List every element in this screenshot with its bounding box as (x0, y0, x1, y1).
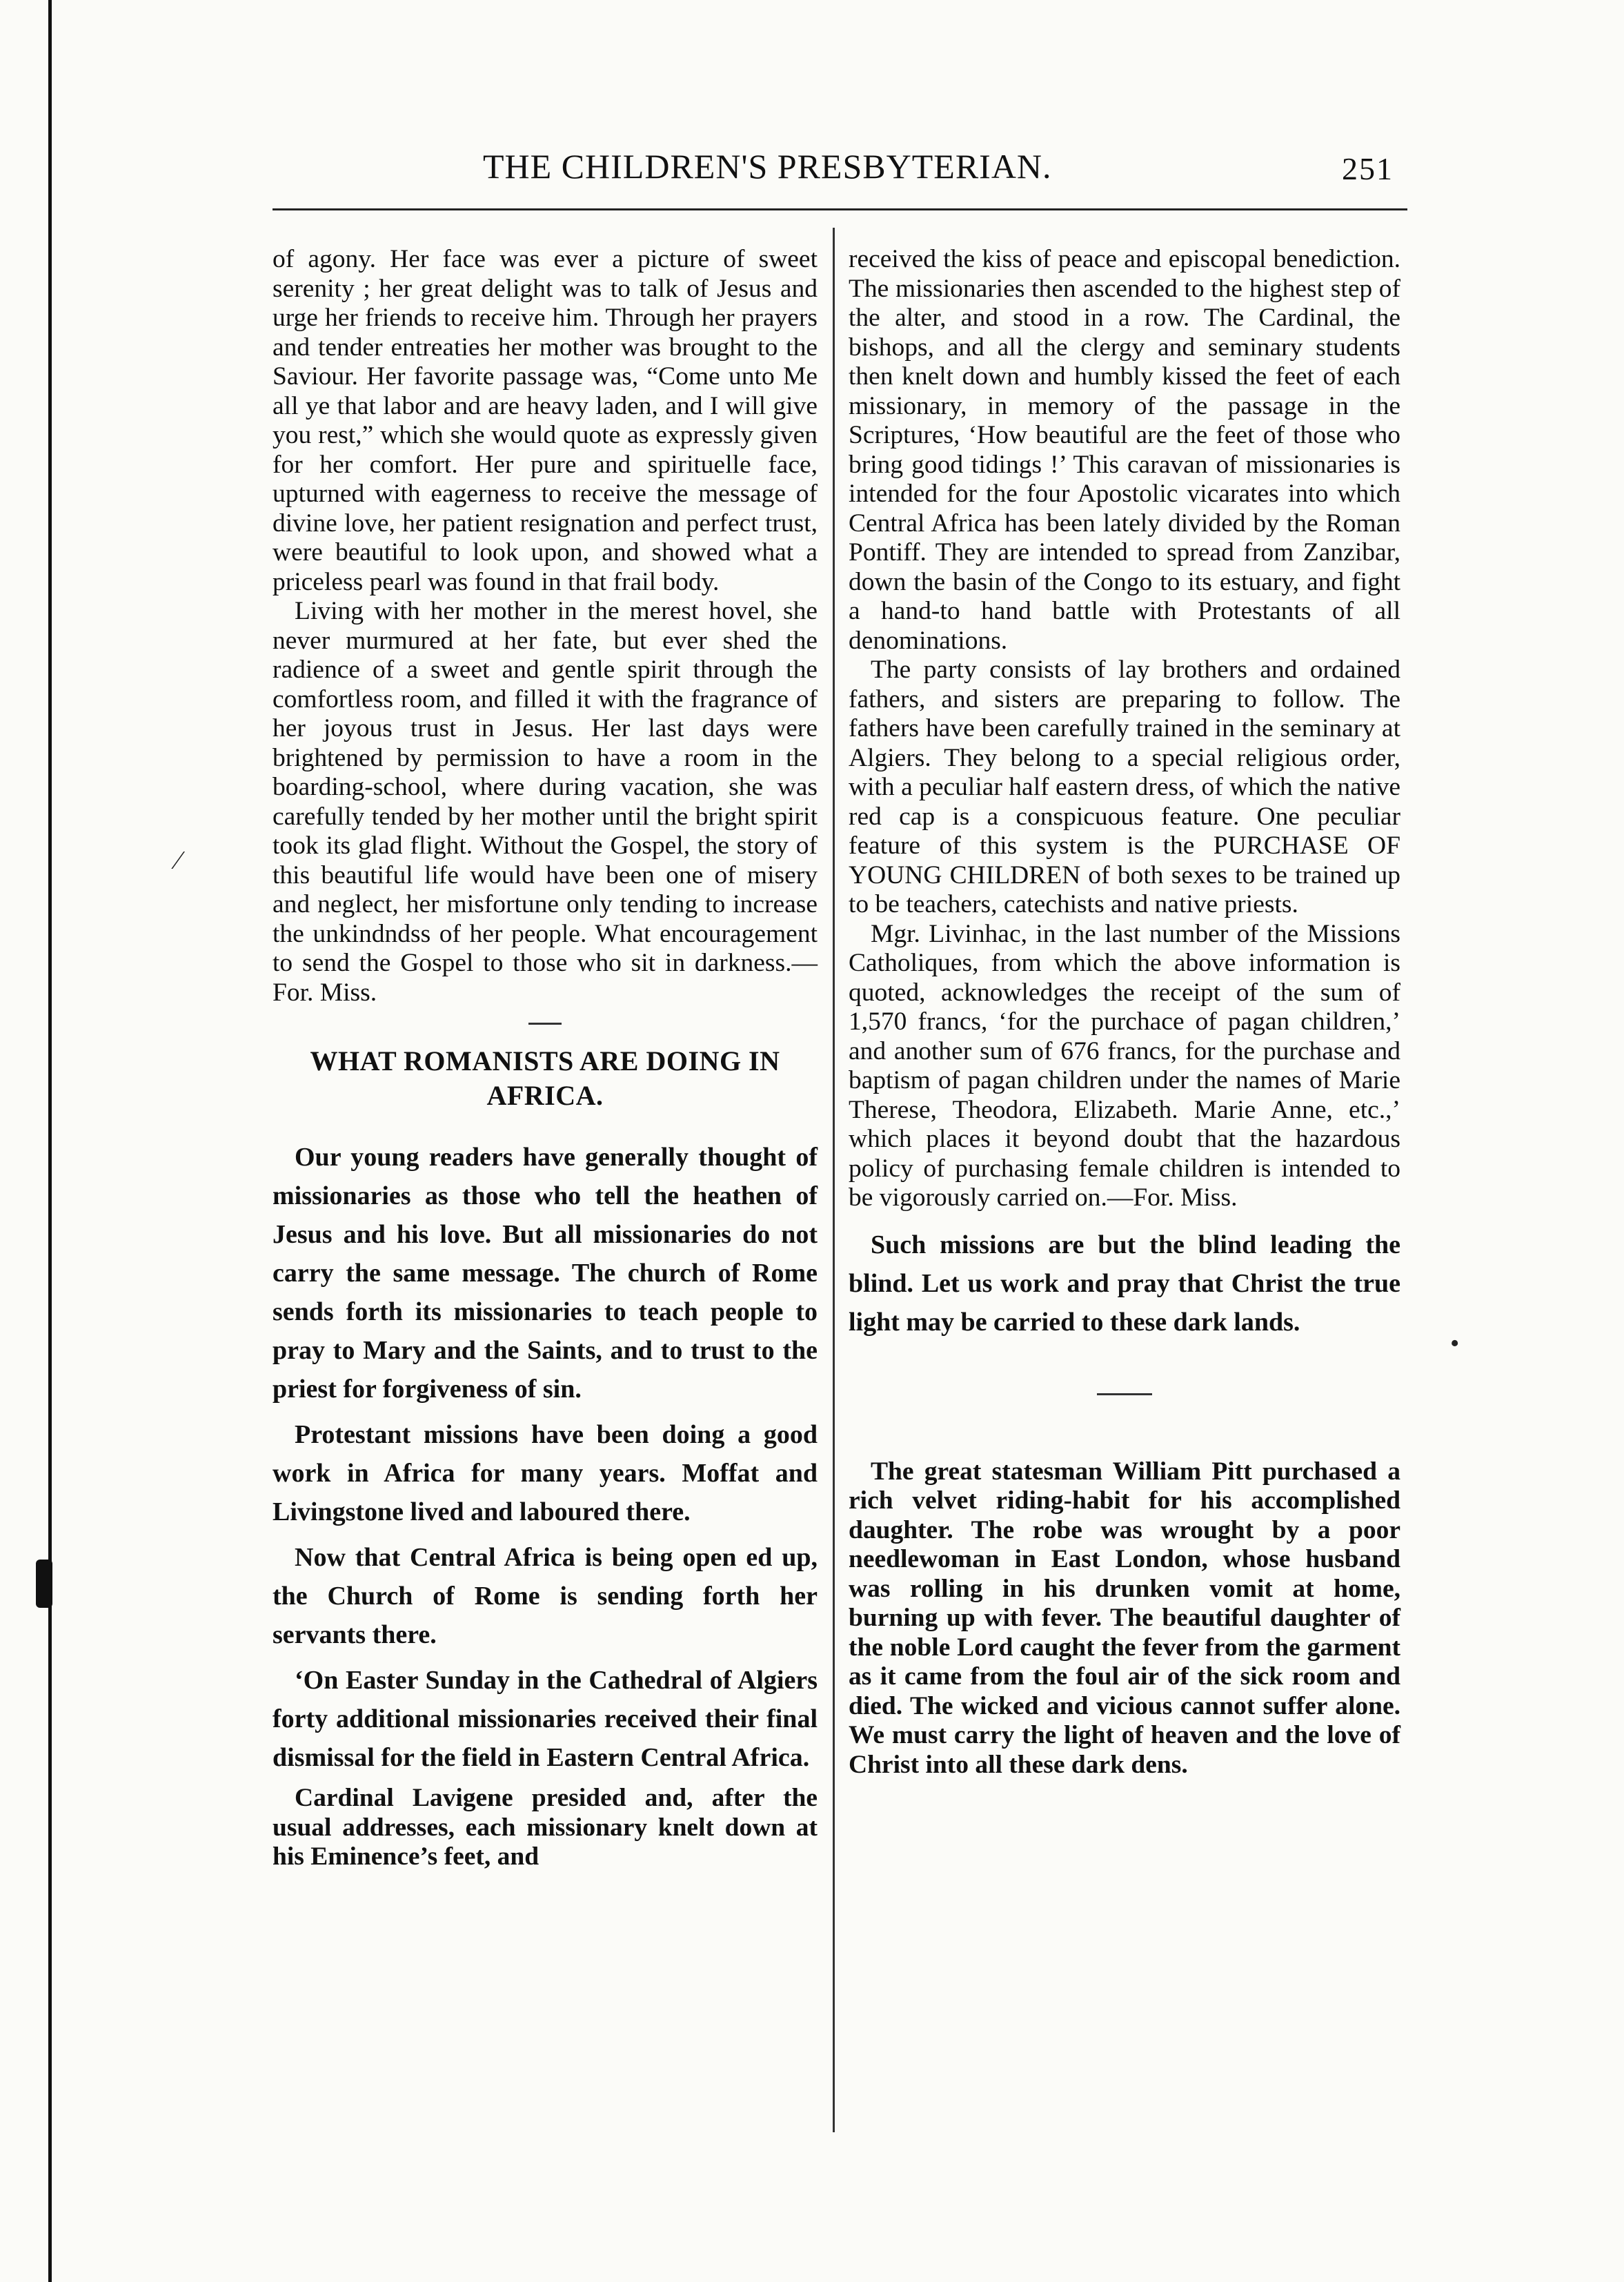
section-rule (528, 1023, 562, 1025)
paragraph: The great statesman William Pitt purchased a rich velvet riding-habit for his accomplished daughter. The robe was wrought by a poor needlewoman in East London, whose husband was rolling in his drunken vomit at home, burning up with fever. The beautiful daughter of the noble Lord caught the fever from the garment as it came from the foul air of the sick room and died. The wicked and vicious cannot suffer alone. We must carry the light of heaven and the love of Christ into all these dark dens. (849, 1457, 1400, 1779)
paragraph: received the kiss of peace and episcopal benediction. The missionaries then ascended to the highest step of the alter, and stood in a row. The Cardinal, the bishops, and all the clergy and seminary students then knelt down and humbly kissed the feet of each missionary, in memory of the passage in the Scriptures, ‘How beautiful are the feet of those who bring good tidings !’ This caravan of missionaries is intended for the four Apostolic vicarates into which Central Africa has been lately divided by the Roman Pontiff. They are intended to spread from Zanzibar, down the basin of the Congo to its estuary, and fight a hand-to hand battle with Protestants of all denominations. (849, 245, 1400, 655)
closing-remark (849, 1226, 1400, 1341)
article-intro (273, 1138, 818, 1777)
paragraph: Living with her mother in the merest hovel, she never murmured at her fate, but ever shed the radience of a sweet and gentle spirit through the comfortless room, and filled it with the fragrance of her joyous trust in Jesus. Her last days were brightened by permission to have a room in the boarding-school, where during vacation, she was carefully tended by her mother until the bright spirit took its glad flight. Without the Gospel, the story of this beautiful life would have been one of misery and neglect, her misfortune only tending to increase the unkindndss of her people. What encouragement to send the Gospel to those who sit in darkness.—For. Miss. (273, 597, 818, 1007)
running-title: THE CHILDREN'S PRESBYTERIAN. (483, 147, 1052, 186)
stray-dot-mark: • (1450, 1329, 1460, 1358)
binding-mark (36, 1560, 52, 1608)
paragraph: The party consists of lay brothers and ordained fathers, and sisters are preparing to follow. The fathers have been carefully trained in the seminary at Algiers. They belong to a special religious order, with a peculiar half eastern dress, of which the native red cap is a conspicuous feature. One peculiar feature of this system is the PURCHASE OF YOUNG CHILDREN of both sexes to be trained up to be teachers, catechists and native priests. (849, 656, 1400, 918)
section-rule (1097, 1393, 1152, 1395)
page-header (483, 146, 1394, 195)
paragraph: Now that Central Africa is being open ed up, the Church of Rome is sending forth her servants there. (273, 1543, 818, 1649)
paragraph: ‘On Easter Sunday in the Cathedral of Algiers forty additional missionaries received their final dismissal for the field in Eastern Central Africa. (273, 1666, 818, 1772)
right-column (849, 245, 1400, 1780)
page-number: 251 (1342, 151, 1394, 186)
article-heading: WHAT ROMANISTS ARE DOING IN AFRICA. (310, 1045, 780, 1111)
paragraph: of agony. Her face was ever a picture of sweet serenity ; her great delight was to talk of Jesus and urge her friends to receive him. Through her prayers and tender entreaties her mother was brought to the Saviour. Her favorite passage was, “Come unto Me all ye that labor and are heavy laden, and I will give you rest,” which she would quote as expressly given for her comfort. Her pure and spirituelle face, upturned with eagerness to receive the message of divine love, her patient resignation and perfect trust, were beautiful to look upon, and showed what a priceless pearl was found in that frail body. (273, 245, 818, 596)
paragraph: Protestant missions have been doing a good work in Africa for many years. Moffat and Livingstone lived and laboured there. (273, 1420, 818, 1526)
paragraph: Cardinal Lavigene presided and, after the usual addresses, each missionary knelt down at his Eminence’s feet, and (273, 1784, 818, 1871)
paragraph: Our young readers have generally thought of missionaries as those who tell the heathen of Jesus and his love. But all missionaries do not carry the same message. The church of Rome sends forth its missionaries to teach people to pray to Mary and the Saints, and to trust to the priest for forgiveness of sin. (273, 1143, 818, 1404)
left-column (273, 245, 818, 1872)
paragraph: Such missions are but the blind leading the blind. Let us work and pray that Christ the true light may be carried to these dark lands. (849, 1230, 1400, 1337)
column-divider (833, 228, 835, 2132)
binding-edge-line (48, 0, 52, 2282)
stray-pencil-mark: ⁄ (176, 846, 181, 875)
header-rule (273, 208, 1407, 210)
paragraph: Mgr. Livinhac, in the last number of the Missions Catholiques, from which the above information is quoted, acknowledges the receipt of the sum of 1,570 francs, ‘for the purchace of pagan children,’ and another sum of 676 francs, for the purchase and baptism of pagan children under the names of Marie Therese, Theodora, Elizabeth. Marie Anne, etc.,’ which places it beyond doubt that the hazardous policy of purchasing female children is intended to be vigorously carried on.—For. Miss. (849, 919, 1400, 1212)
